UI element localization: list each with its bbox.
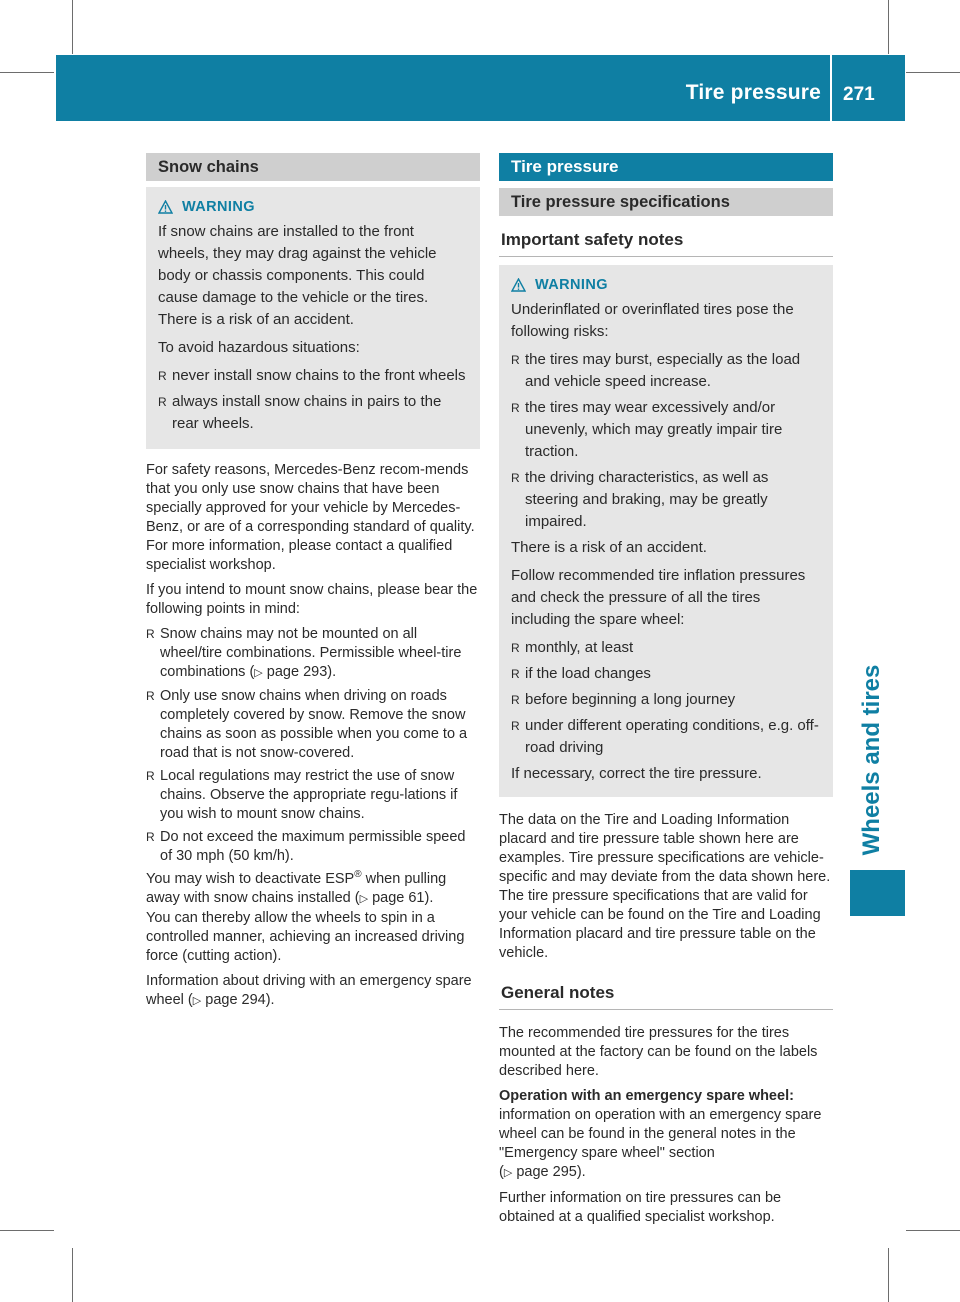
bullet-icon: R xyxy=(146,627,155,641)
right-column xyxy=(499,153,833,1233)
list-item: R Do not exceed the maximum permissible speed of 30 mph (50 km/h). xyxy=(146,829,466,864)
paragraph: You can thereby allow the wheels to spin in a controlled manner, achieving an increased driving force (cutting action). xyxy=(146,910,465,964)
paragraph: The data on the Tire and Loading Information placard and tire pressure table shown here are examples. Tire pressure specifications are vehicle-specific and may deviate from the data shown here. The tire pressure specifications that are valid for your vehicle can be found on the Tire and Loading Information placard and tire pressure table on the vehicle. xyxy=(499,812,831,961)
heading-important-safety-notes: Important safety notes xyxy=(499,230,833,257)
warning-header xyxy=(158,199,466,215)
warning-text: If snow chains are installed to the front wheels, they may drag against the vehicle body or chassis components. This could cause damage to the vehicle or the tires. There is a risk of an accident. xyxy=(158,223,437,328)
page-reference[interactable]: page 61). xyxy=(372,890,434,906)
page-reference[interactable]: page 294). xyxy=(205,992,275,1008)
page-reference[interactable]: page 293). xyxy=(266,664,337,680)
page-ref-arrow-icon: ▷ xyxy=(359,893,369,905)
crop-mark xyxy=(72,1248,73,1302)
bullet-icon: R xyxy=(146,830,155,844)
list-item: R under different operating conditions, e.g. off-road driving xyxy=(511,717,819,756)
page-number: 271 xyxy=(843,84,875,105)
page-ref-arrow-icon: ▷ xyxy=(192,995,202,1007)
warning-list xyxy=(511,349,819,533)
bullet-icon: R xyxy=(511,693,520,707)
bullet-icon: R xyxy=(511,667,520,681)
warning-list xyxy=(158,365,466,435)
warning-text: Underinflated or overinflated tires pose the following risks: xyxy=(511,301,794,340)
section-title-snow-chains: Snow chains xyxy=(146,153,480,181)
warning-box-tire-pressure xyxy=(499,265,833,797)
list-item: R if the load changes xyxy=(511,663,819,685)
warning-label: WARNING xyxy=(535,277,608,293)
crop-mark xyxy=(888,1248,889,1302)
bullet-icon: R xyxy=(511,719,520,733)
bullet-icon: R xyxy=(511,353,520,367)
list-item: R Snow chains may not be mounted on all wheel/tire combinations. Permissible wheel-tire combinations (▷ page 293). xyxy=(146,626,462,680)
header-divider xyxy=(830,55,832,121)
list-item: R the tires may wear excessively and/or unevenly, which may greatly impair tire traction. xyxy=(511,399,783,460)
list-item: R Local regulations may restrict the use of snow chains. Observe the appropriate regu-lations if you wish to mount snow chains. xyxy=(146,768,458,822)
chapter-side-label xyxy=(852,660,892,860)
paragraph: Operation with an emergency spare wheel: information on operation with an emergency spare wheel can be found in the general notes in the "Emergency spare wheel" section (▷ page 295). xyxy=(499,1088,822,1180)
paragraph: You may wish to deactivate ESP® when pulling away with snow chains installed (▷ page 61). xyxy=(146,869,447,906)
crop-mark xyxy=(0,1230,54,1231)
warning-text: Follow recommended tire inflation pressures and check the pressure of all the tires including the spare wheel: xyxy=(511,567,806,628)
chapter-tab-block xyxy=(850,870,905,916)
subsection-title-specifications: Tire pressure specifications xyxy=(499,188,833,216)
paragraph: The recommended tire pressures for the tires mounted at the factory can be found on the labels described here. xyxy=(499,1025,818,1079)
paragraph: For safety reasons, Mercedes-Benz recom-mends that you only use snow chains that have been specially approved for your vehicle by Mercedes-Benz, or are of a corresponding standard of quality. For more information, please contact a qualified specialist workshop. xyxy=(146,462,475,573)
list-item: R always install snow chains in pairs to the rear wheels. xyxy=(158,393,442,432)
chapter-side-label-text: Wheels and tires xyxy=(858,664,885,856)
paragraph: If you intend to mount snow chains, please bear the following points in mind: xyxy=(146,582,478,617)
warning-list xyxy=(511,637,819,759)
page-reference[interactable]: page 295). xyxy=(516,1164,586,1180)
bullet-icon: R xyxy=(146,689,155,703)
section-title-tire-pressure: Tire pressure xyxy=(499,153,833,181)
list-item: R monthly, at least xyxy=(511,637,819,659)
warning-header xyxy=(511,277,819,293)
warning-text: There is a risk of an accident. xyxy=(511,539,707,556)
crop-mark xyxy=(906,1230,960,1231)
page-header xyxy=(56,55,905,121)
list-item: R the tires may burst, especially as the load and vehicle speed increase. xyxy=(511,351,801,390)
bullet-icon: R xyxy=(511,401,520,415)
warning-triangle-icon xyxy=(158,200,173,214)
warning-text: To avoid hazardous situations: xyxy=(158,339,360,356)
bullet-icon: R xyxy=(146,769,155,783)
crop-mark xyxy=(72,0,73,54)
bullet-list xyxy=(146,625,480,866)
bullet-icon: R xyxy=(158,369,167,383)
list-item: R never install snow chains to the front wheels xyxy=(158,365,466,387)
bullet-icon: R xyxy=(158,395,167,409)
bullet-icon: R xyxy=(511,471,520,485)
heading-general-notes: General notes xyxy=(499,983,833,1010)
bullet-icon: R xyxy=(511,641,520,655)
list-item: R Only use snow chains when driving on roads completely covered by snow. Remove the snow chains as soon as possible when you come to a road that is not snow-covered. xyxy=(146,688,468,761)
warning-label: WARNING xyxy=(182,199,255,215)
header-title: Tire pressure xyxy=(685,81,821,104)
list-item: R the driving characteristics, as well as steering and braking, may be greatly impaired. xyxy=(511,469,769,530)
warning-text: If necessary, correct the tire pressure. xyxy=(511,765,762,782)
left-column xyxy=(146,153,480,1017)
warning-triangle-icon xyxy=(511,278,526,292)
crop-mark xyxy=(0,72,54,73)
paragraph: Further information on tire pressures can be obtained at a qualified specialist workshop. xyxy=(499,1190,782,1225)
page-ref-arrow-icon: ▷ xyxy=(503,1167,513,1179)
page-ref-arrow-icon: ▷ xyxy=(254,667,263,679)
paragraph: Information about driving with an emergency spare wheel (▷ page 294). xyxy=(146,973,472,1008)
crop-mark xyxy=(888,0,889,54)
list-item: R before beginning a long journey xyxy=(511,689,819,711)
crop-mark xyxy=(906,72,960,73)
warning-box-snow-chains xyxy=(146,187,480,449)
